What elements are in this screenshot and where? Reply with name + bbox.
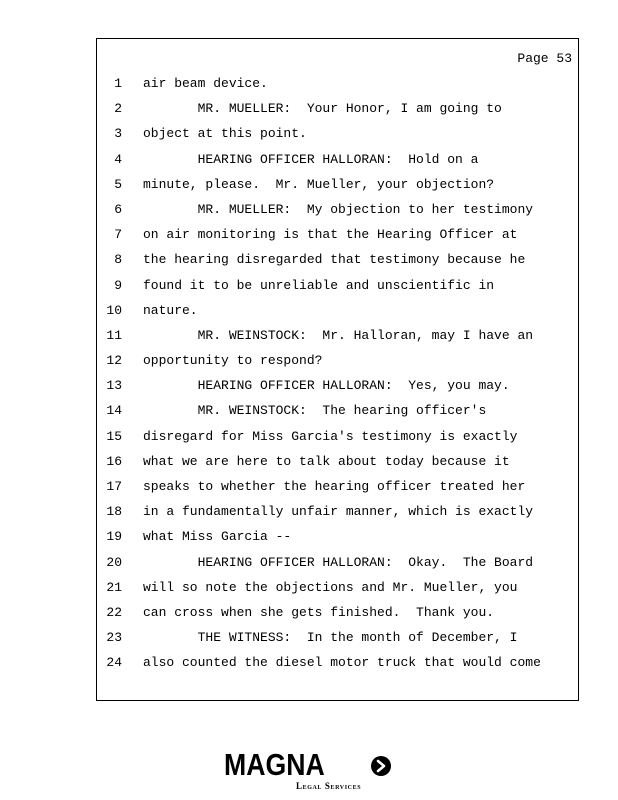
transcript-line: [97, 604, 578, 629]
transcript-line: [97, 352, 578, 377]
transcript-line: [97, 654, 578, 679]
line-text: can cross when she gets finished. Thank you.: [143, 604, 495, 620]
line-text: MR. WEINSTOCK: The hearing officer's: [143, 403, 487, 419]
line-number: 18: [106, 504, 122, 520]
line-text: object at this point.: [143, 126, 307, 142]
transcript-line: [97, 151, 578, 176]
line-text: disregard for Miss Garcia's testimony is exactly: [143, 428, 518, 444]
line-number: 7: [114, 227, 122, 243]
transcript-line: [97, 277, 578, 302]
transcript-line: [97, 579, 578, 604]
line-number: 8: [114, 252, 122, 268]
line-number: 15: [106, 428, 122, 444]
line-number: 10: [106, 302, 122, 318]
line-text: HEARING OFFICER HALLORAN: Okay. The Board: [143, 554, 534, 570]
line-number: 1: [114, 76, 122, 91]
line-text: what we are here to talk about today because it: [143, 453, 510, 469]
line-text: MR. MUELLER: My objection to her testimony: [143, 201, 534, 217]
line-number: 13: [106, 378, 122, 394]
line-number: 20: [106, 554, 122, 570]
transcript-line: [97, 478, 578, 503]
line-text: found it to be unreliable and unscientific in: [143, 277, 495, 293]
transcript-page: [96, 38, 579, 701]
line-text: speaks to whether the hearing officer treated her: [143, 479, 526, 494]
line-number: 21: [106, 579, 122, 595]
line-text: the hearing disregarded that testimony because he: [143, 252, 526, 268]
transcript-line: [97, 201, 578, 226]
line-text: air beam device.: [143, 76, 268, 91]
line-number: 22: [106, 604, 122, 620]
transcript-line: [97, 176, 578, 201]
logo-subtitle: Legal Services: [296, 781, 362, 791]
transcript-line: [97, 302, 578, 327]
line-number: 4: [114, 151, 122, 167]
transcript-line: [97, 453, 578, 478]
line-text: HEARING OFFICER HALLORAN: Yes, you may.: [143, 378, 510, 394]
line-text: THE WITNESS: In the month of December, I: [143, 630, 518, 646]
transcript-line: [97, 402, 578, 427]
transcript-line: [97, 251, 578, 276]
line-text: MR. WEINSTOCK: Mr. Halloran, may I have an: [143, 327, 534, 343]
line-number: 2: [114, 101, 122, 117]
transcript-line: [97, 629, 578, 654]
arrow-circle-icon: [370, 755, 392, 777]
line-number: 17: [106, 479, 122, 494]
line-number: 14: [106, 403, 122, 419]
line-number: 16: [106, 453, 122, 469]
magna-logo: [224, 748, 394, 792]
line-number: 6: [114, 201, 122, 217]
logo-wordmark: MAGNA: [224, 747, 325, 782]
line-number: 23: [106, 630, 122, 646]
line-text: what Miss Garcia --: [143, 529, 292, 545]
transcript-line: [97, 125, 578, 150]
transcript-line: [97, 428, 578, 453]
line-text: will so note the objections and Mr. Mueller, you: [143, 579, 518, 595]
line-number: 3: [114, 126, 122, 142]
line-text: minute, please. Mr. Mueller, your objection?: [143, 176, 495, 192]
line-number: 11: [106, 327, 122, 343]
transcript-line: [97, 528, 578, 553]
transcript-line: [97, 377, 578, 402]
transcript-line: [97, 327, 578, 352]
transcript-line: [97, 100, 578, 125]
page-number: Page 53: [517, 51, 572, 66]
line-text: on air monitoring is that the Hearing Officer at: [143, 227, 518, 243]
line-number: 5: [114, 176, 122, 192]
line-number: 9: [114, 277, 122, 293]
line-text: opportunity to respond?: [143, 353, 323, 369]
transcript-line: [97, 75, 578, 100]
line-number: 12: [106, 353, 122, 369]
transcript-lines: [97, 75, 578, 680]
line-text: HEARING OFFICER HALLORAN: Hold on a: [143, 151, 479, 167]
line-number: 19: [106, 529, 122, 545]
line-text: nature.: [143, 302, 198, 318]
line-text: also counted the diesel motor truck that would come: [143, 655, 541, 671]
line-text: MR. MUELLER: Your Honor, I am going to: [143, 101, 502, 117]
transcript-line: [97, 554, 578, 579]
transcript-line: [97, 226, 578, 251]
line-number: 24: [106, 655, 122, 671]
line-text: in a fundamentally unfair manner, which is exactly: [143, 504, 534, 520]
transcript-line: [97, 503, 578, 528]
